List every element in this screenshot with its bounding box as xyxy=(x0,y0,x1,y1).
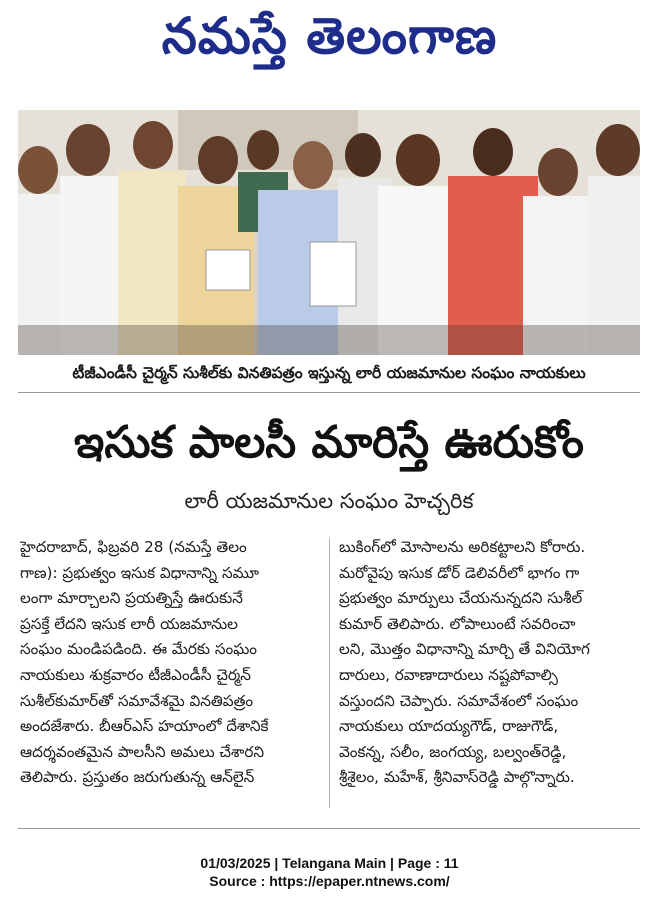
newspaper-masthead: నమస్తే తెలంగాణ xyxy=(161,7,498,65)
article-line: అందజేశారు. బీఆర్ఎస్ హయాంలో దేశానికే xyxy=(20,717,269,736)
article-line: ఆదర్శవంతమైన పాలసీని అమలు చేశారని xyxy=(20,742,265,761)
article-subheadline: లారీ యజమానుల సంఘం హెచ్చరిక xyxy=(184,489,474,513)
footer-source-link[interactable]: Source : https://epaper.ntnews.com/ xyxy=(209,873,450,889)
footer-divider xyxy=(18,828,640,829)
article-line: శ్రీశైలం, మహేశ్, శ్రీనివాస్‌రెడ్డి పాల్గొన్నారు. xyxy=(339,768,575,787)
article-line: లని, మొత్తం విధానాన్ని మార్చి తే వినియోగ xyxy=(339,640,590,659)
article-line: బుకింగ్‌లో మోసాలను అరికట్టాలని కోరారు. xyxy=(339,538,586,556)
article-line: గాణ): ప్రభుత్వం ఇసుక విధానాన్ని సమూ xyxy=(20,563,259,582)
article-line: సంఘం మండిపడింది. ఈ మేరకు సంఘం xyxy=(20,640,257,659)
group-photo-illustration xyxy=(18,110,640,355)
article-headline: ఇసుక పాలసీ మారిస్తే ఊరుకోం xyxy=(74,417,584,468)
article-line: నాయకులు యాదయ్యగౌడ్, రాజుగౌడ్, xyxy=(339,717,559,736)
news-photo xyxy=(18,110,640,355)
article-line: సుశీల్‌కుమార్‌తో సమావేశమై వినతిపత్రం xyxy=(20,691,254,710)
caption-divider xyxy=(18,392,640,393)
photo-caption: టీజీఎండీసీ చైర్మన్ సుశీల్‌కు వినతిపత్రం ఇస్తున్న లారీ యజమానుల సంఘం నాయకులు xyxy=(72,364,586,382)
footer-date-edition: 01/03/2025 | Telangana Main | Page : 11 xyxy=(200,855,459,871)
article-column-left xyxy=(20,535,320,815)
article-column-right xyxy=(339,535,639,815)
article-line: కుమార్ తెలిపారు. లోపాలుంటే సవరించా xyxy=(339,614,576,633)
page-footer xyxy=(0,854,659,890)
article-line: ప్రభుత్వం మార్పులు చేయనున్నదని సుశీల్ xyxy=(339,589,583,608)
article-line: హైదరాబాద్, ఫిబ్రవరి 28 (నమస్తే తెలం xyxy=(20,538,247,556)
article-line: నాయకులు శుక్రవారం టీజీఎండీసీ చైర్మన్ xyxy=(20,665,251,684)
article-line: ప్రసక్తే లేదని ఇసుక లారీ యజమానుల xyxy=(20,614,238,633)
article-line: తెలిపారు. ప్రస్తుతం జరుగుతున్న ఆన్‌లైన్ xyxy=(20,768,255,787)
article-line: దారులు, రవాణాదారులు నష్టపోవాల్సి xyxy=(339,665,558,684)
article-line: వెంకన్న, సలీం, జంగయ్య, బల్వంత్‌రెడ్డి, xyxy=(339,742,567,761)
article-line: మరోవైపు ఇసుక డోర్ డెలివరీలో భాగం గా xyxy=(339,563,580,582)
article-line: వస్తుందని చెప్పారు. సమావేశంలో సంఘం xyxy=(339,691,579,710)
column-divider xyxy=(329,538,330,808)
article-line: లంగా మార్చాలని ప్రయత్నిస్తే ఊరుకునే xyxy=(20,589,243,608)
